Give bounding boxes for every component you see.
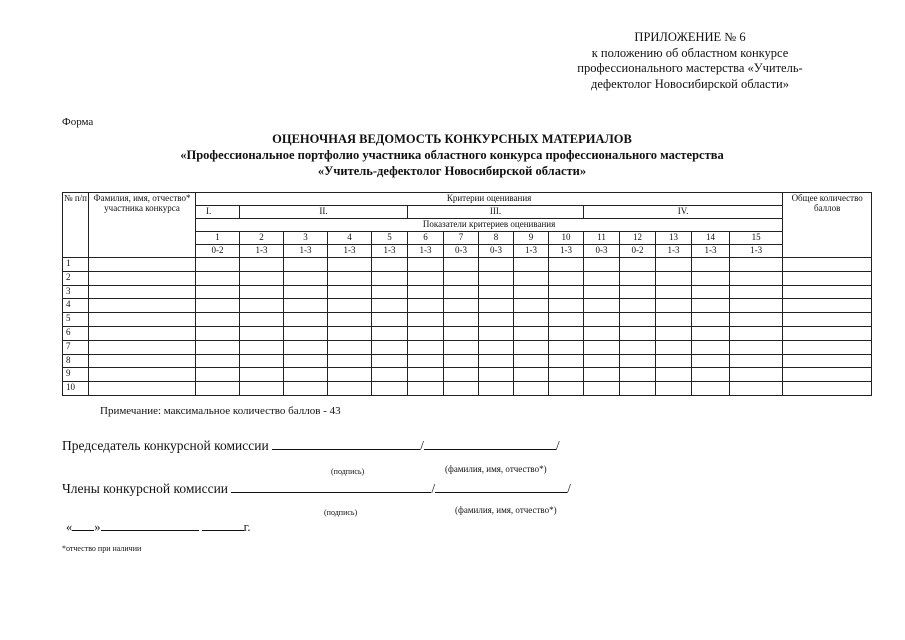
score-cell[interactable] bbox=[514, 271, 549, 285]
score-cell[interactable] bbox=[196, 382, 240, 396]
document-subtitle: «Учитель-дефектолог Новосибирской области» bbox=[317, 164, 587, 178]
members-label: Члены конкурсной комиссии bbox=[62, 481, 229, 496]
criterion-score-range: 1-3 bbox=[408, 245, 444, 258]
score-cell[interactable] bbox=[372, 299, 408, 313]
score-cell[interactable] bbox=[240, 271, 284, 285]
score-cell[interactable] bbox=[730, 271, 783, 285]
score-cell[interactable] bbox=[240, 326, 284, 340]
score-cell[interactable] bbox=[240, 382, 284, 396]
score-cell[interactable] bbox=[549, 299, 584, 313]
score-cell[interactable] bbox=[328, 326, 372, 340]
header-criteria: Критерии оценивания bbox=[196, 193, 783, 206]
chair-signature-line: Председатель конкурсной комиссии / / bbox=[62, 438, 560, 453]
score-cell[interactable] bbox=[444, 368, 479, 382]
criterion-score-range: 1-3 bbox=[372, 245, 408, 258]
criterion-score-range: 1-3 bbox=[656, 245, 692, 258]
score-cell[interactable] bbox=[730, 326, 783, 340]
criterion-number: 15 bbox=[730, 232, 783, 245]
score-cell[interactable] bbox=[240, 258, 284, 272]
score-cell[interactable] bbox=[408, 340, 444, 354]
table-row bbox=[63, 354, 872, 368]
row-number: 4 bbox=[63, 299, 89, 313]
score-cell[interactable] bbox=[692, 340, 730, 354]
criterion-score-range: 1-3 bbox=[514, 245, 549, 258]
criterion-number: 4 bbox=[328, 232, 372, 245]
score-cell[interactable] bbox=[479, 340, 514, 354]
score-cell[interactable] bbox=[372, 382, 408, 396]
row-number: 3 bbox=[63, 285, 89, 299]
score-cell[interactable] bbox=[372, 340, 408, 354]
row-number: 6 bbox=[63, 326, 89, 340]
participant-name-cell[interactable] bbox=[89, 326, 196, 340]
score-cell[interactable] bbox=[620, 326, 656, 340]
score-cell[interactable] bbox=[284, 285, 328, 299]
score-cell[interactable] bbox=[620, 313, 656, 327]
score-cell[interactable] bbox=[328, 368, 372, 382]
document-subtitle: «Профессиональное портфолио участника областного конкурса профессионального мастерства bbox=[180, 148, 724, 162]
score-cell[interactable] bbox=[408, 354, 444, 368]
criterion-score-range: 0-3 bbox=[444, 245, 479, 258]
document-title: ОЦЕНОЧНАЯ ВЕДОМОСТЬ КОНКУРСНЫХ МАТЕРИАЛОВ bbox=[272, 132, 632, 146]
date-line: « » г. bbox=[66, 520, 251, 534]
criteria-group-4: IV. bbox=[584, 206, 783, 219]
score-cell[interactable] bbox=[196, 271, 240, 285]
score-cell[interactable] bbox=[730, 354, 783, 368]
score-cell[interactable] bbox=[730, 368, 783, 382]
score-cell[interactable] bbox=[408, 326, 444, 340]
score-cell[interactable] bbox=[479, 285, 514, 299]
score-cell[interactable] bbox=[196, 299, 240, 313]
criterion-score-range: 1-3 bbox=[692, 245, 730, 258]
table-row bbox=[63, 340, 872, 354]
score-cell[interactable] bbox=[620, 258, 656, 272]
score-cell[interactable] bbox=[656, 299, 692, 313]
score-cell[interactable] bbox=[620, 354, 656, 368]
row-number: 9 bbox=[63, 368, 89, 382]
total-score-cell[interactable] bbox=[783, 285, 872, 299]
score-cell[interactable] bbox=[620, 271, 656, 285]
footnote: *отчество при наличии bbox=[62, 544, 142, 553]
row-number: 8 bbox=[63, 354, 89, 368]
criteria-group-3: III. bbox=[408, 206, 584, 219]
score-cell[interactable] bbox=[240, 313, 284, 327]
score-cell[interactable] bbox=[444, 326, 479, 340]
score-cell[interactable] bbox=[514, 382, 549, 396]
score-cell[interactable] bbox=[444, 382, 479, 396]
score-cell[interactable] bbox=[240, 354, 284, 368]
participant-name-cell[interactable] bbox=[89, 271, 196, 285]
score-cell[interactable] bbox=[692, 326, 730, 340]
score-cell[interactable] bbox=[692, 258, 730, 272]
score-cell[interactable] bbox=[479, 299, 514, 313]
score-cell[interactable] bbox=[284, 271, 328, 285]
score-cell[interactable] bbox=[479, 382, 514, 396]
participant-name-cell[interactable] bbox=[89, 258, 196, 272]
score-cell[interactable] bbox=[196, 285, 240, 299]
score-cell[interactable] bbox=[479, 354, 514, 368]
score-cell[interactable] bbox=[444, 271, 479, 285]
signature-caption: (подпись) bbox=[331, 467, 365, 476]
score-cell[interactable] bbox=[692, 299, 730, 313]
name-caption: (фамилия, имя, отчество*) bbox=[455, 505, 557, 515]
score-cell[interactable] bbox=[584, 354, 620, 368]
score-cell[interactable] bbox=[328, 285, 372, 299]
row-number: 2 bbox=[63, 271, 89, 285]
criterion-score-range: 1-3 bbox=[328, 245, 372, 258]
score-cell[interactable] bbox=[730, 258, 783, 272]
table-note: Примечание: максимальное количество баллов - 43 bbox=[100, 405, 341, 417]
score-cell[interactable] bbox=[549, 340, 584, 354]
row-number: 5 bbox=[63, 313, 89, 327]
participant-name-cell[interactable] bbox=[89, 299, 196, 313]
score-cell[interactable] bbox=[479, 326, 514, 340]
score-cell[interactable] bbox=[240, 368, 284, 382]
appendix-ref-line: к положению об областном конкурсе bbox=[591, 45, 789, 60]
score-cell[interactable] bbox=[730, 382, 783, 396]
score-cell[interactable] bbox=[584, 271, 620, 285]
members-name-field[interactable] bbox=[435, 480, 567, 493]
criterion-score-range: 0-3 bbox=[584, 245, 620, 258]
score-cell[interactable] bbox=[549, 313, 584, 327]
criterion-number: 2 bbox=[240, 232, 284, 245]
evaluation-table bbox=[62, 192, 872, 396]
total-score-cell[interactable] bbox=[783, 340, 872, 354]
criterion-number: 3 bbox=[284, 232, 328, 245]
criterion-number: 13 bbox=[656, 232, 692, 245]
score-cell[interactable] bbox=[196, 340, 240, 354]
score-cell[interactable] bbox=[514, 285, 549, 299]
members-signature-line: Члены конкурсной комиссии / / bbox=[62, 481, 571, 496]
criterion-score-range: 1-3 bbox=[240, 245, 284, 258]
score-cell[interactable] bbox=[584, 340, 620, 354]
score-cell[interactable] bbox=[620, 382, 656, 396]
score-cell[interactable] bbox=[549, 258, 584, 272]
header-indicators: Показатели критериев оценивания bbox=[196, 219, 783, 232]
participant-name-cell[interactable] bbox=[89, 340, 196, 354]
score-cell[interactable] bbox=[479, 271, 514, 285]
score-cell[interactable] bbox=[656, 326, 692, 340]
chair-label: Председатель конкурсной комиссии bbox=[62, 438, 269, 453]
criteria-group-1: I. bbox=[196, 206, 240, 219]
score-cell[interactable] bbox=[656, 271, 692, 285]
date-month-field[interactable] bbox=[101, 518, 199, 531]
table-row bbox=[63, 271, 872, 285]
score-cell[interactable] bbox=[328, 354, 372, 368]
score-cell[interactable] bbox=[730, 299, 783, 313]
participant-name-cell[interactable] bbox=[89, 382, 196, 396]
score-cell[interactable] bbox=[444, 340, 479, 354]
date-year-field[interactable] bbox=[202, 518, 244, 531]
score-cell[interactable] bbox=[584, 299, 620, 313]
name-caption: (фамилия, имя, отчество*) bbox=[445, 464, 547, 474]
score-cell[interactable] bbox=[328, 299, 372, 313]
date-day-field[interactable] bbox=[72, 518, 94, 531]
score-cell[interactable] bbox=[514, 340, 549, 354]
score-cell[interactable] bbox=[196, 313, 240, 327]
criterion-score-range: 0-3 bbox=[479, 245, 514, 258]
score-cell[interactable] bbox=[656, 354, 692, 368]
criterion-number: 14 bbox=[692, 232, 730, 245]
total-score-cell[interactable] bbox=[783, 299, 872, 313]
form-label: Форма bbox=[62, 116, 94, 128]
score-cell[interactable] bbox=[620, 340, 656, 354]
score-cell[interactable] bbox=[584, 382, 620, 396]
score-cell[interactable] bbox=[444, 354, 479, 368]
score-cell[interactable] bbox=[730, 285, 783, 299]
score-cell[interactable] bbox=[444, 258, 479, 272]
score-cell[interactable] bbox=[692, 313, 730, 327]
score-cell[interactable] bbox=[240, 299, 284, 313]
row-number: 7 bbox=[63, 340, 89, 354]
criteria-group-2: II. bbox=[240, 206, 408, 219]
table-row bbox=[63, 285, 872, 299]
criterion-score-range: 0-2 bbox=[196, 245, 240, 258]
score-cell[interactable] bbox=[372, 313, 408, 327]
chair-signature-field[interactable] bbox=[272, 437, 420, 450]
score-cell[interactable] bbox=[656, 368, 692, 382]
appendix-ref-line: дефектолог Новосибирской области» bbox=[590, 76, 790, 91]
score-cell[interactable] bbox=[584, 313, 620, 327]
score-cell[interactable] bbox=[196, 258, 240, 272]
score-cell[interactable] bbox=[730, 313, 783, 327]
score-cell[interactable] bbox=[656, 382, 692, 396]
score-cell[interactable] bbox=[328, 382, 372, 396]
score-cell[interactable] bbox=[692, 271, 730, 285]
appendix-number: ПРИЛОЖЕНИЕ № 6 bbox=[634, 30, 746, 44]
score-cell[interactable] bbox=[328, 271, 372, 285]
score-cell[interactable] bbox=[284, 299, 328, 313]
table-row bbox=[63, 326, 872, 340]
score-cell[interactable] bbox=[584, 258, 620, 272]
score-cell[interactable] bbox=[372, 368, 408, 382]
score-cell[interactable] bbox=[656, 313, 692, 327]
score-cell[interactable] bbox=[196, 368, 240, 382]
header-number: № п/п bbox=[63, 193, 89, 258]
score-cell[interactable] bbox=[479, 368, 514, 382]
participant-name-cell[interactable] bbox=[89, 313, 196, 327]
score-cell[interactable] bbox=[584, 326, 620, 340]
score-cell[interactable] bbox=[240, 340, 284, 354]
header-participant-name: Фамилия, имя, отчество* участника конкурса bbox=[89, 193, 196, 258]
score-cell[interactable] bbox=[514, 368, 549, 382]
score-cell[interactable] bbox=[584, 285, 620, 299]
score-cell[interactable] bbox=[692, 382, 730, 396]
row-number: 10 bbox=[63, 382, 89, 396]
score-cell[interactable] bbox=[408, 271, 444, 285]
score-cell[interactable] bbox=[328, 340, 372, 354]
score-cell[interactable] bbox=[514, 299, 549, 313]
score-cell[interactable] bbox=[408, 382, 444, 396]
score-cell[interactable] bbox=[692, 368, 730, 382]
total-score-cell[interactable] bbox=[783, 271, 872, 285]
score-cell[interactable] bbox=[408, 285, 444, 299]
appendix-ref-line: профессионального мастерства «Учитель- bbox=[577, 61, 803, 75]
participant-name-cell[interactable] bbox=[89, 368, 196, 382]
total-score-cell[interactable] bbox=[783, 326, 872, 340]
score-cell[interactable] bbox=[620, 299, 656, 313]
signature-caption: (подпись) bbox=[324, 508, 358, 517]
criterion-number: 8 bbox=[479, 232, 514, 245]
criterion-number: 12 bbox=[620, 232, 656, 245]
score-cell[interactable] bbox=[692, 354, 730, 368]
criterion-score-range: 1-3 bbox=[284, 245, 328, 258]
table-row bbox=[63, 313, 872, 327]
score-cell[interactable] bbox=[620, 368, 656, 382]
score-cell[interactable] bbox=[444, 285, 479, 299]
members-signature-field[interactable] bbox=[231, 480, 431, 493]
score-cell[interactable] bbox=[408, 258, 444, 272]
score-cell[interactable] bbox=[514, 326, 549, 340]
score-cell[interactable] bbox=[284, 382, 328, 396]
score-cell[interactable] bbox=[444, 313, 479, 327]
total-score-cell[interactable] bbox=[783, 354, 872, 368]
score-cell[interactable] bbox=[196, 326, 240, 340]
score-cell[interactable] bbox=[514, 354, 549, 368]
score-cell[interactable] bbox=[372, 271, 408, 285]
score-cell[interactable] bbox=[620, 285, 656, 299]
score-cell[interactable] bbox=[372, 354, 408, 368]
score-cell[interactable] bbox=[479, 313, 514, 327]
row-number: 1 bbox=[63, 258, 89, 272]
score-cell[interactable] bbox=[284, 368, 328, 382]
criterion-number: 6 bbox=[408, 232, 444, 245]
total-score-cell[interactable] bbox=[783, 313, 872, 327]
table-row bbox=[63, 368, 872, 382]
total-score-cell[interactable] bbox=[783, 258, 872, 272]
criterion-number: 9 bbox=[514, 232, 549, 245]
score-cell[interactable] bbox=[730, 340, 783, 354]
criterion-number: 5 bbox=[372, 232, 408, 245]
score-cell[interactable] bbox=[514, 258, 549, 272]
score-cell[interactable] bbox=[196, 354, 240, 368]
score-cell[interactable] bbox=[549, 368, 584, 382]
criterion-score-range: 1-3 bbox=[730, 245, 783, 258]
header-total-score: Общее количество баллов bbox=[783, 193, 872, 258]
score-cell[interactable] bbox=[408, 313, 444, 327]
score-cell[interactable] bbox=[328, 313, 372, 327]
score-cell[interactable] bbox=[284, 258, 328, 272]
table-row bbox=[63, 299, 872, 313]
score-cell[interactable] bbox=[549, 326, 584, 340]
table-row bbox=[63, 382, 872, 396]
participant-name-cell[interactable] bbox=[89, 285, 196, 299]
score-cell[interactable] bbox=[656, 258, 692, 272]
score-cell[interactable] bbox=[284, 340, 328, 354]
score-cell[interactable] bbox=[656, 285, 692, 299]
score-cell[interactable] bbox=[549, 382, 584, 396]
score-cell[interactable] bbox=[240, 285, 284, 299]
criterion-score-range: 0-2 bbox=[620, 245, 656, 258]
participant-name-cell[interactable] bbox=[89, 354, 196, 368]
score-cell[interactable] bbox=[408, 299, 444, 313]
score-cell[interactable] bbox=[514, 313, 549, 327]
score-cell[interactable] bbox=[692, 285, 730, 299]
score-cell[interactable] bbox=[284, 326, 328, 340]
criterion-score-range: 1-3 bbox=[549, 245, 584, 258]
score-cell[interactable] bbox=[408, 368, 444, 382]
score-cell[interactable] bbox=[444, 299, 479, 313]
chair-name-field[interactable] bbox=[424, 437, 556, 450]
table-row bbox=[63, 258, 872, 272]
criterion-number: 10 bbox=[549, 232, 584, 245]
appendix-header bbox=[520, 30, 860, 92]
score-cell[interactable] bbox=[584, 368, 620, 382]
score-cell[interactable] bbox=[549, 354, 584, 368]
score-cell[interactable] bbox=[328, 258, 372, 272]
score-cell[interactable] bbox=[479, 258, 514, 272]
score-cell[interactable] bbox=[656, 340, 692, 354]
score-cell[interactable] bbox=[372, 258, 408, 272]
total-score-cell[interactable] bbox=[783, 368, 872, 382]
criterion-number: 7 bbox=[444, 232, 479, 245]
score-cell[interactable] bbox=[549, 285, 584, 299]
criterion-number: 11 bbox=[584, 232, 620, 245]
score-cell[interactable] bbox=[284, 313, 328, 327]
score-cell[interactable] bbox=[284, 354, 328, 368]
score-cell[interactable] bbox=[549, 271, 584, 285]
score-cell[interactable] bbox=[372, 285, 408, 299]
total-score-cell[interactable] bbox=[783, 382, 872, 396]
criterion-number: 1 bbox=[196, 232, 240, 245]
score-cell[interactable] bbox=[372, 326, 408, 340]
